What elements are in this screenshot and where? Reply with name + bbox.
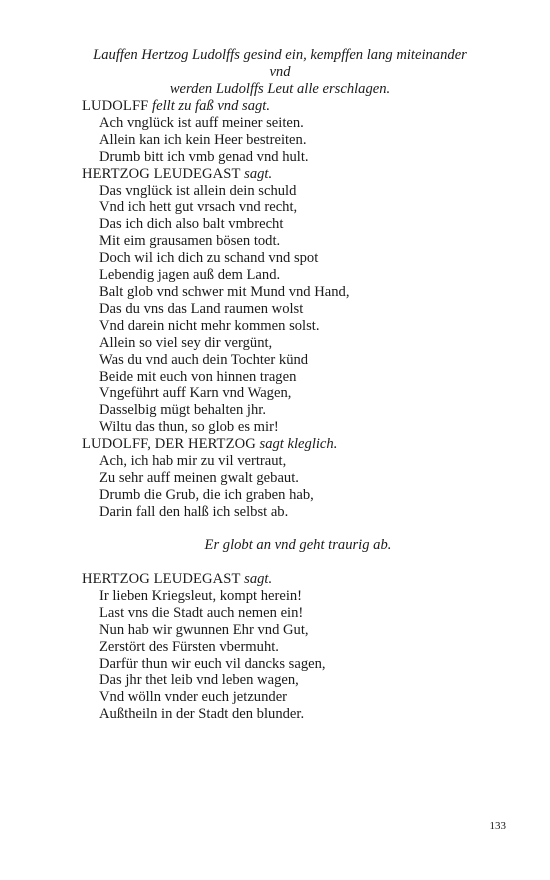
verse-line: Last vns die Stadt auch nemen ein! bbox=[99, 604, 304, 621]
verse-line: Allein so viel sey dir vergünt, bbox=[99, 334, 273, 351]
verse-line: Ach vnglück ist auff meiner seiten. bbox=[99, 114, 304, 131]
verse-line: Was du vnd auch dein Tochter künd bbox=[99, 351, 309, 368]
stage-direction-text: Er globt an vnd geht traurig ab. bbox=[204, 537, 392, 553]
speaker-heading bbox=[82, 166, 502, 183]
verse-line: Beide mit euch von hinnen tragen bbox=[99, 368, 297, 385]
dialogue-block-final bbox=[82, 571, 502, 723]
verse-line: Das ich dich also balt vmbrecht bbox=[99, 216, 284, 233]
verse-line: Außtheiln in der Stadt den blunder. bbox=[99, 706, 305, 723]
verse-line: Balt glob vnd schwer mit Mund vnd Hand, bbox=[99, 283, 350, 300]
speaker-direction: fellt zu faß vnd sagt. bbox=[152, 98, 271, 114]
verse-line: Wiltu das thun, so glob es mir! bbox=[99, 419, 279, 436]
speaker-name: HERTZOG LEUDEGAST bbox=[82, 165, 241, 182]
verse-line: Nun hab wir gwunnen Ehr vnd Gut, bbox=[99, 621, 309, 638]
verse-line: Zerstört des Fürsten vbermuht. bbox=[99, 638, 279, 655]
page-number: 133 bbox=[489, 820, 506, 832]
verse-line: Dasselbig mügt behalten jhr. bbox=[99, 402, 266, 419]
speaker-direction: sagt. bbox=[244, 571, 273, 587]
verse-line: Drumb die Grub, die ich graben hab, bbox=[99, 486, 314, 503]
speaker-direction: sagt. bbox=[244, 165, 273, 182]
verse-line: Ir lieben Kriegsleut, kompt herein! bbox=[99, 587, 303, 604]
speaker-name: HERTZOG LEUDEGAST bbox=[82, 571, 241, 587]
speaker-heading bbox=[82, 98, 502, 115]
verse-line: Lebendig jagen auß dem Land. bbox=[99, 267, 281, 284]
verse-line: Vnd darein nicht mehr kommen solst. bbox=[99, 317, 320, 334]
verse-line: Vnd wölln vnder euch jetzunder bbox=[99, 689, 288, 706]
centered-stage-direction bbox=[82, 537, 478, 554]
verse-line: Das du vns das Land raumen wolst bbox=[99, 300, 304, 317]
verse-line: Darfür thun wir euch vil dancks sagen, bbox=[99, 655, 326, 672]
speaker-heading bbox=[82, 436, 502, 453]
speaker-direction: sagt kleglich. bbox=[259, 436, 338, 453]
dialogue-block-main bbox=[82, 98, 502, 521]
verse-line: Doch wil ich dich zu schand vnd spot bbox=[99, 250, 319, 267]
verse-line: Vnd ich hett gut vrsach vnd recht, bbox=[99, 199, 298, 216]
opening-stage-direction bbox=[82, 47, 478, 98]
stage-direction-line: werden Ludolffs Leut alle erschlagen. bbox=[169, 81, 391, 97]
verse-line: Allein kan ich kein Heer bestreiten. bbox=[99, 131, 307, 148]
speaker-name: LUDOLFF bbox=[82, 98, 149, 114]
verse-line: Zu sehr auff meinen gwalt gebaut. bbox=[99, 469, 299, 486]
verse-line: Das jhr thet leib vnd leben wagen, bbox=[99, 672, 299, 689]
verse-line: Ach, ich hab mir zu vil vertraut, bbox=[99, 453, 287, 470]
speaker-heading bbox=[82, 571, 502, 588]
verse-line: Drumb bitt ich vmb genad vnd hult. bbox=[99, 148, 309, 165]
stage-direction-line: Lauffen Hertzog Ludolffs gesind ein, kempffen lang miteinander vnd bbox=[93, 47, 467, 80]
verse-line: Vngeführt auff Karn vnd Wagen, bbox=[99, 385, 292, 402]
verse-line: Darin fall den halß ich selbst ab. bbox=[99, 503, 289, 520]
verse-line: Das vnglück ist allein dein schuld bbox=[99, 182, 297, 199]
verse-line: Mit eim grausamen bösen todt. bbox=[99, 233, 281, 250]
speaker-name: LUDOLFF, DER HERTZOG bbox=[82, 436, 256, 453]
